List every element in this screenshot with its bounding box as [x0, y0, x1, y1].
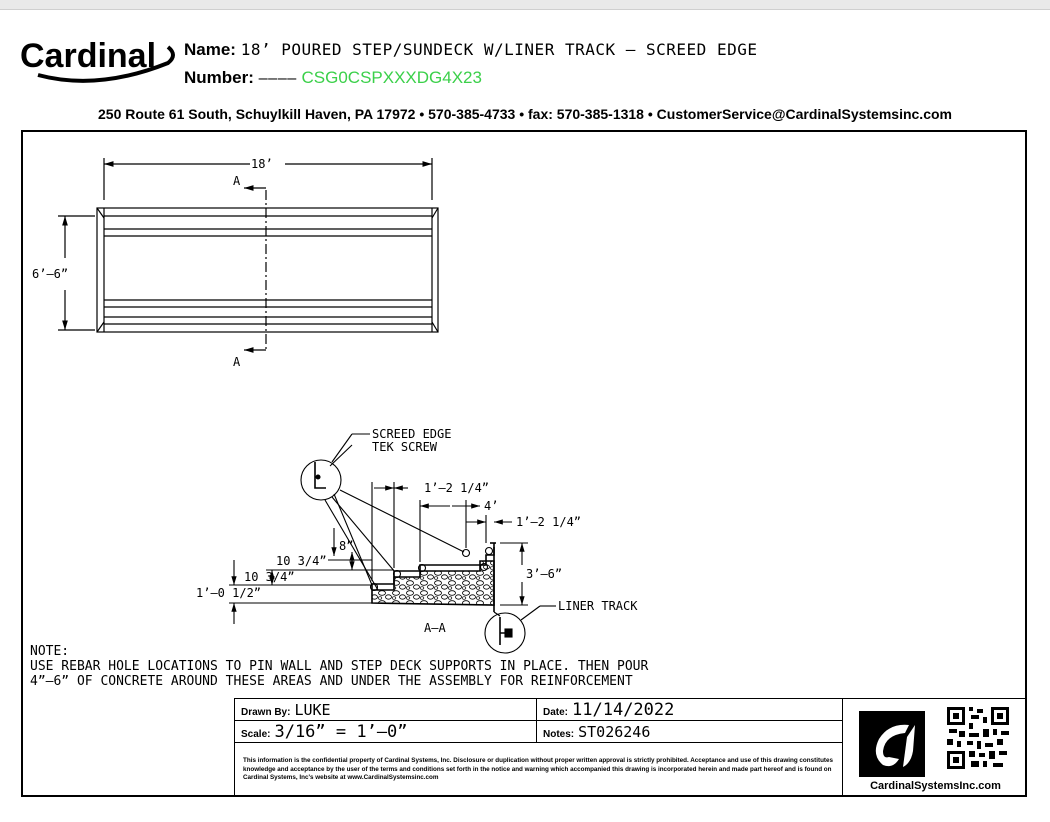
callout-screed-edge: SCREED EDGE — [372, 427, 452, 441]
scale-label: Scale: — [241, 729, 271, 740]
cardinal-mark-icon — [859, 711, 925, 777]
drawn-by-value: LUKE — [294, 701, 331, 719]
drawn-by-label: Drawn By: — [241, 707, 291, 718]
scale-value: 3/16” = 1’–0” — [274, 722, 408, 742]
note-title: NOTE: — [30, 644, 70, 659]
note-line-2: 4”–6” OF CONCRETE AROUND THESE AREAS AND UNDER THE ASSEMBLY FOR REINFORCEMENT — [30, 674, 633, 689]
notes-label: Notes: — [543, 729, 575, 740]
name-value: 18’ POURED STEP/SUNDECK W/LINER TRACK – SCREED EDGE — [240, 40, 758, 59]
date-cell — [537, 699, 841, 721]
dim-rise-2: 10 3/4” — [244, 570, 295, 584]
section-view — [229, 434, 556, 653]
date-value: 11/14/2022 — [572, 700, 675, 720]
dim-rise-small: 8” — [339, 539, 354, 553]
number-label: Number: — [184, 68, 254, 87]
scale-cell — [235, 721, 537, 743]
plan-depth-dim: 6’–6” — [32, 267, 69, 281]
dim-rise-1: 10 3/4” — [276, 554, 327, 568]
qr-code-icon — [945, 705, 1011, 771]
section-mark-bottom: A — [233, 355, 241, 369]
number-value: CSG0CSPXXXDG4X23 — [301, 68, 482, 87]
date-label: Date: — [543, 707, 569, 718]
dim-bottom: 1’–0 1/2” — [196, 586, 262, 600]
note-block — [30, 644, 648, 689]
legal-notice: This information is the confidential property of Cardinal Systems, Inc. Disclosure or duplication without proper written approval is strictly prohibited. Acceptance and use of this drawing constitutes knowledge and acceptance by the user of the terms and conditions set forth in the notice and warning which accompanied this drawing is incorporated herein and made part hereof and is found on Cardinal Systems, Inc's website at www.CardinalSystemsinc.com — [243, 757, 834, 781]
title-block — [234, 698, 842, 797]
dim-tread-2: 1’–2 1/4” — [516, 515, 582, 529]
brand-box — [842, 698, 1027, 797]
note-line-1: USE REBAR HOLE LOCATIONS TO PIN WALL AND STEP DECK SUPPORTS IN PLACE. THEN POUR — [30, 659, 649, 674]
notes-cell — [537, 721, 841, 743]
section-mark-top: A — [233, 174, 241, 188]
dim-tread-1: 1’–2 1/4” — [424, 481, 490, 495]
brand-website: CardinalSystemsInc.com — [870, 780, 1001, 792]
title-block-row-2 — [235, 721, 842, 743]
logo-wordmark: Cardinal — [20, 37, 157, 75]
name-label: Name: — [184, 40, 236, 59]
callout-tek-screw: TEK SCREW — [372, 440, 438, 454]
title-block-row-1 — [235, 699, 842, 721]
dim-deck: 4’ — [484, 499, 499, 513]
plan-view — [58, 158, 438, 350]
notes-value: ST026246 — [578, 723, 651, 741]
section-title: A–A — [424, 621, 446, 635]
dim-height: 3’–6” — [526, 567, 563, 581]
drawn-by-cell — [235, 699, 537, 721]
plan-width-dim: 18’ — [251, 157, 273, 171]
company-address: 250 Route 61 South, Schuylkill Haven, PA 17972 • 570-385-4733 • fax: 570-385-1318 • CustomerService@CardinalSystemsinc.com — [98, 106, 952, 122]
callout-liner-track: LINER TRACK — [558, 599, 638, 613]
number-dashes: –––– — [258, 69, 297, 87]
